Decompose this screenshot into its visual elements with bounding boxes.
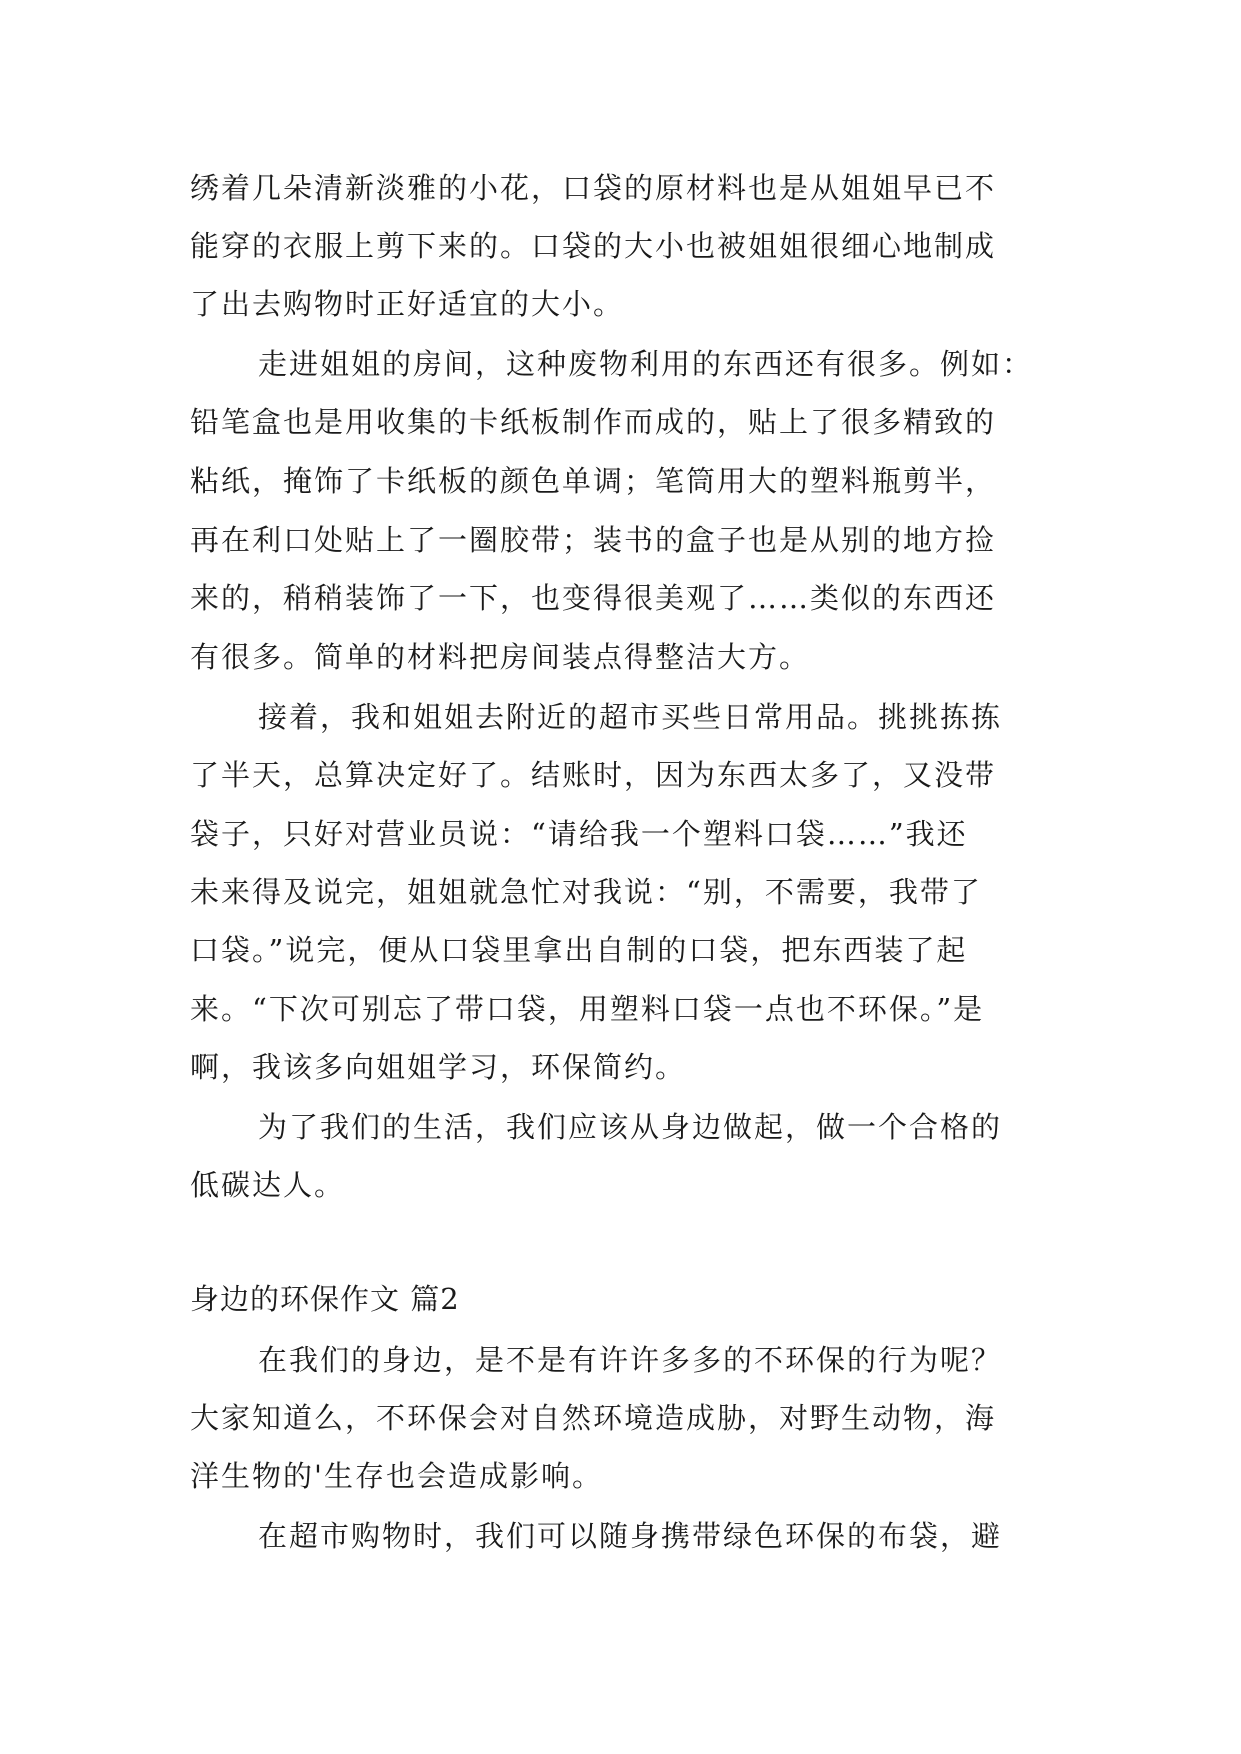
paragraph-3-line-5: 口袋。”说完，便从口袋里拿出自制的口袋，把东西装了起	[190, 933, 968, 967]
paragraph-4-line-1: 为了我们的生活，我们应该从身边做起，做一个合格的	[258, 1110, 1003, 1144]
paragraph-2-line-6: 有很多。简单的材料把房间装点得整洁大方。	[190, 640, 811, 674]
section-heading: 身边的环保作文 篇2	[190, 1282, 460, 1316]
paragraph-2-line-3: 粘纸，掩饰了卡纸板的颜色单调；笔筒用大的塑料瓶剪半，	[190, 464, 997, 498]
paragraph-5-line-2: 大家知道么，不环保会对自然环境造成胁，对野生动物，海	[190, 1401, 997, 1435]
paragraph-1-line-2: 能穿的衣服上剪下来的。口袋的大小也被姐姐很细心地制成	[190, 229, 997, 263]
paragraph-2-line-1: 走进姐姐的房间，这种废物利用的东西还有很多。例如：	[258, 347, 1034, 381]
paragraph-3-line-7: 啊，我该多向姐姐学习，环保简约。	[190, 1050, 687, 1084]
paragraph-5-line-1: 在我们的身边，是不是有许许多多的不环保的行为呢？	[258, 1343, 1003, 1377]
paragraph-3-line-6: 来。“下次可别忘了带口袋，用塑料口袋一点也不环保。”是	[190, 992, 985, 1026]
paragraph-3-line-4: 未来得及说完，姐姐就急忙对我说：“别，不需要，我带了	[190, 875, 982, 909]
paragraph-2-line-4: 再在利口处贴上了一圈胶带；装书的盒子也是从别的地方捡	[190, 523, 997, 557]
paragraph-3-line-1: 接着，我和姐姐去附近的超市买些日常用品。挑挑拣拣	[258, 700, 1003, 734]
paragraph-4-line-2: 低碳达人。	[190, 1168, 346, 1202]
paragraph-1-line-1: 绣着几朵清新淡雅的小花，口袋的原材料也是从姐姐早已不	[190, 171, 997, 205]
paragraph-5-line-3: 洋生物的'生存也会造成影响。	[190, 1459, 603, 1493]
paragraph-6-line-1: 在超市购物时，我们可以随身携带绿色环保的布袋，避	[258, 1519, 1003, 1553]
paragraph-3-line-2: 了半天，总算决定好了。结账时，因为东西太多了，又没带	[190, 758, 997, 792]
paragraph-3-line-3: 袋子，只好对营业员说：“请给我一个塑料口袋……”我还	[190, 817, 968, 851]
paragraph-1-line-3: 了出去购物时正好适宜的大小。	[190, 287, 625, 321]
paragraph-2-line-2: 铅笔盒也是用收集的卡纸板制作而成的，贴上了很多精致的	[190, 405, 997, 439]
paragraph-2-line-5: 来的，稍稍装饰了一下，也变得很美观了……类似的东西还	[190, 581, 997, 615]
